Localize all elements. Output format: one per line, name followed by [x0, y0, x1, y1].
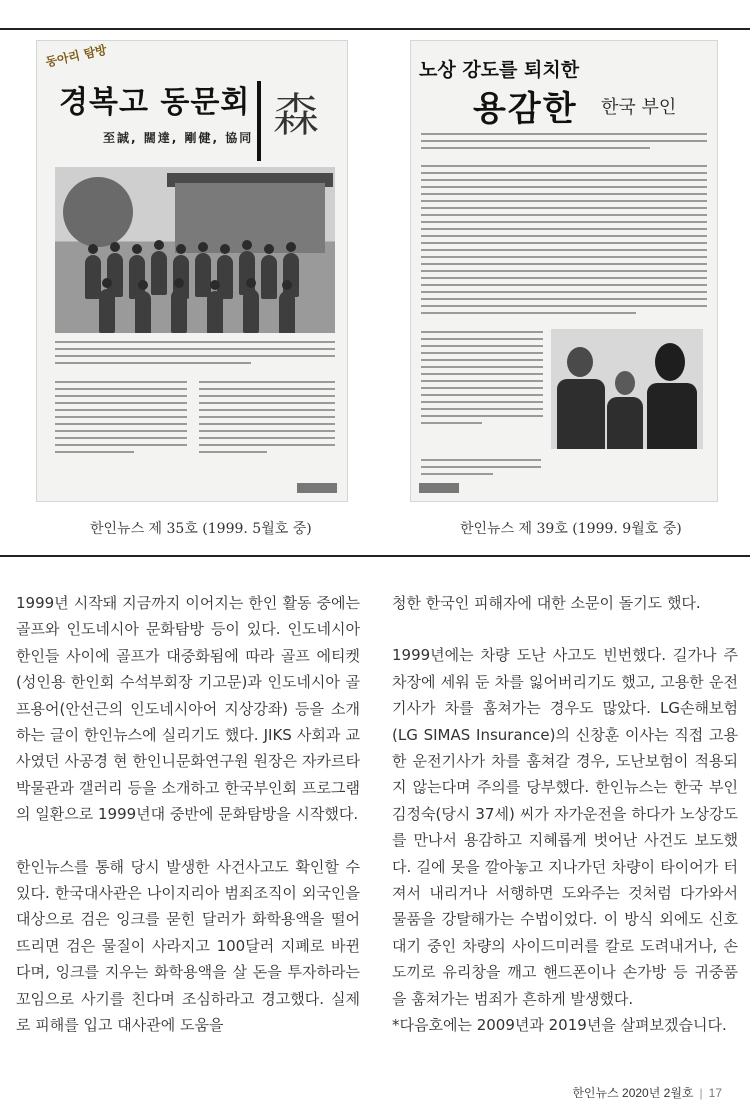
- clipping-stamp: 동아리 탐방: [44, 42, 109, 70]
- page-tag: [419, 483, 459, 493]
- photo-caption-scan: [55, 341, 335, 369]
- clipping-motto: 至誠, 闊達, 剛健, 協同: [103, 131, 254, 145]
- clipping-title: 경복고 동문회: [59, 85, 251, 120]
- clipping-brave-wife: [410, 40, 718, 502]
- lead-scan: [421, 133, 707, 154]
- clipping-caption-left: 한인뉴스 제 35호 (1999. 5월호 중): [90, 521, 312, 537]
- family-photo: [551, 329, 703, 449]
- footer-separator: |: [699, 1086, 703, 1100]
- clipping-title-line3: 한국 부인: [601, 97, 677, 118]
- clipping-gyeongbok-alumni: [36, 40, 348, 502]
- article-scan-body: [421, 165, 707, 319]
- title-divider: [257, 81, 261, 161]
- top-rule: [0, 28, 750, 30]
- section-rule: [0, 555, 750, 557]
- family-caption-scan: [421, 459, 541, 480]
- article-column-left: [16, 590, 360, 1065]
- clipping-title-line1: 노상 강도를 퇴치한: [419, 59, 580, 81]
- article-paragraph: 청한 한국인 피해자에 대한 소문이 돌기도 했다.: [392, 594, 701, 612]
- article-scan-col-1: [55, 381, 187, 458]
- article-scan-side: [421, 331, 543, 429]
- article-column-right: [392, 590, 738, 1039]
- page-footer: [572, 1084, 722, 1101]
- article-paragraph: 1999년에는 차량 도난 사고도 빈번했다. 길가나 주차장에 세워 둔 차를 잃어버리기도 했고, 고용한 운전기사가 차를 훔쳐가는 경우도 많았다. LG손해보험(LG SIMAS Insurance)의 신창훈 이사는 직접 고용한 운전기사가 차를 훔쳐갈 경우, 도난보험이 적용되지 않는다며 주의를 당부했다. 한인뉴스는 한국 부인 김정숙(당시 37세) 씨가 자가운전을 하다가 노상강도를 만나서 용감하고 지혜롭게 벗어난 사건도 보도했다. 길에 못을 깔아놓고 지나가던 차량이 타이어가 터져서 내리거나 서행하면 도와주는 것처럼 다가와서 물품을 강탈해가는 수법이었다. 이 방식 외에도 신호대기 중인 차량의 사이드미러를 칼로 도려내거나, 손도끼로 유리창을 깨고 핸드폰이나 손가방 등 귀중품을 훔쳐가는 범죄가 흔하게 발생했다.: [392, 646, 738, 1008]
- page-tag: [297, 483, 337, 493]
- article-paragraph: 1999년 시작돼 지금까지 이어지는 한인 활동 중에는 골프와 인도네시아 문화탐방 등이 있다. 인도네시아 한인들 사이에 골프가 대중화됨에 따라 골프 에티켓(성인용 한인회 수석부회장 기고문)과 인도네시아 골프용어(안선근의 인도네시아어 지상강좌) 등을 소개하는 글이 한인뉴스에 실리기도 했다. JIKS 사회과 교사였던 사공경 현 한인니문화연구원 원장은 자카르타 박물관과 갤러리 등을 소개하고 한국부인회 프로그램의 일환으로 1999년대 중반에 문화탐방을 시작했다.: [16, 594, 360, 824]
- next-issue-note: *다음호에는 2009년과 2019년을 살펴보겠습니다.: [392, 1016, 727, 1035]
- page-number: 17: [708, 1086, 722, 1100]
- article-scan-col-2: [199, 381, 335, 458]
- clipping-caption-right: 한인뉴스 제 39호 (1999. 9월호 중): [460, 521, 682, 537]
- clipping-title-line2: 용감한: [473, 89, 578, 129]
- article-paragraph: 한인뉴스를 통해 당시 발생한 사건사고도 확인할 수 있다. 한국대사관은 나이지리아 범죄조직이 외국인을 대상으로 검은 잉크를 묻힌 달러가 화학용액을 떨어뜨리면 검은 물질이 사라지고 100달러 지폐로 바뀐다며, 잉크를 지우는 화학용액을 살 돈을 투자하라는 꼬임으로 사기를 친다며 조심하라고 경고했다. 실제로 피해를 입고 대사관에 도움을: [16, 857, 360, 1035]
- school-emblem-mark: 森: [273, 88, 319, 142]
- alumni-group-photo: [55, 167, 335, 333]
- footer-publication: 한인뉴스 2020년 2월호: [572, 1086, 694, 1100]
